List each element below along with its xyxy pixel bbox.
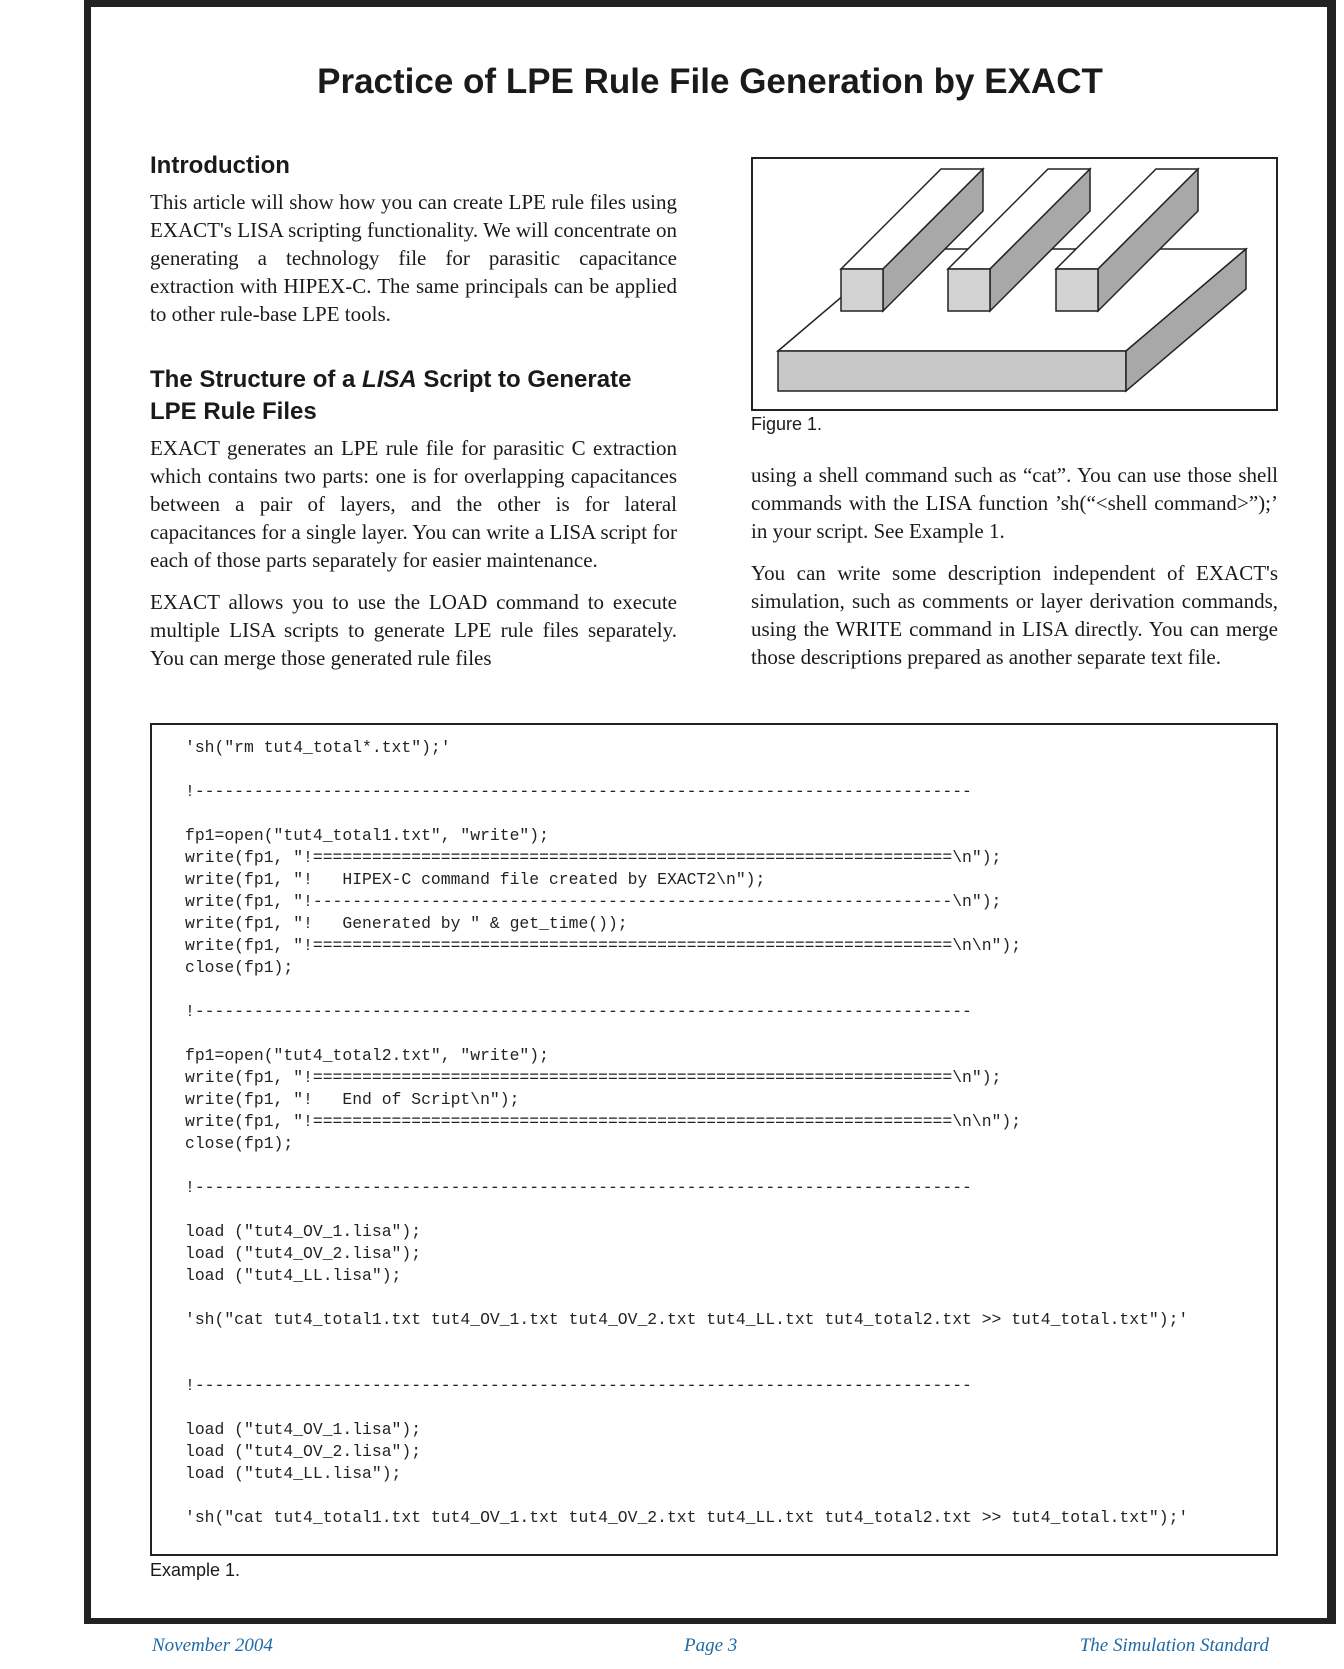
code-line [185,1331,1276,1353]
structure-paragraph-2: EXACT allows you to use the LOAD command to execute multiple LISA scripts to generate LPE rule files separately. You can merge those generated rule files [150,590,677,670]
code-line: write(fp1, "!=================================================================\n\n"); [185,1112,1022,1131]
footer-publication: The Simulation Standard [1079,1635,1269,1656]
introduction-heading: Introduction [150,152,290,179]
footer-date: November 2004 [152,1635,273,1656]
code-line [185,979,1276,1001]
structure-heading [150,364,677,428]
code-line: 'sh("rm tut4_total*.txt");' [185,738,451,757]
figure-1 [751,157,1278,411]
code-line [185,759,1276,781]
bar-1-front [841,269,883,311]
left-column [150,150,677,686]
code-line [185,1155,1276,1177]
code-line: write(fp1, "! End of Script\n"); [185,1090,520,1109]
code-line: load ("tut4_OV_1.lisa"); [185,1420,422,1439]
structure-paragraph-3: using a shell command such as “cat”. You can use those shell commands with the LISA function ’sh(“<shell command>”);’ in your script. See Example 1. [751,463,1278,543]
code-line: fp1=open("tut4_total1.txt", "write"); [185,826,549,845]
structure-heading-part2: Script to Generate LPE Rule Files [150,366,632,425]
structure-paragraph-1: EXACT generates an LPE rule file for parasitic C extraction which contains two parts: one is for overlapping capacitances between a pair of layers, and the other is for lateral capacitances for a single layer. You can write a LISA script for each of those parts separately for easier maintenance. [150,436,677,572]
code-line [185,1287,1276,1309]
structure-heading-italic: LISA [362,366,417,393]
code-line: 'sh("cat tut4_total1.txt tut4_OV_1.txt tut4_OV_2.txt tut4_LL.txt tut4_total2.txt >> tut4_total.txt");' [185,1310,1189,1329]
code-line: load ("tut4_OV_1.lisa"); [185,1222,422,1241]
code-line: write(fp1, "! Generated by " & get_time()); [185,914,628,933]
code-line [185,1023,1276,1045]
example-1-code-block [150,723,1278,1556]
code-line: load ("tut4_OV_2.lisa"); [185,1244,422,1263]
code-line: load ("tut4_OV_2.lisa"); [185,1442,422,1461]
code-line: close(fp1); [185,1134,294,1153]
code-line [185,803,1276,825]
code-line [185,1397,1276,1419]
structure-paragraph-4: You can write some description independent of EXACT's simulation, such as comments or layer derivation commands, using the WRITE command in LISA directly. You can merge those descriptions prepared as another separate text file. [751,561,1278,669]
code-line: load ("tut4_LL.lisa"); [185,1464,402,1483]
code-line: 'sh("cat tut4_total1.txt tut4_OV_1.txt tut4_OV_2.txt tut4_LL.txt tut4_total2.txt >> tut4_total.txt");' [185,1508,1189,1527]
code-line: !------------------------------------------------------------------------------- [185,1178,972,1197]
page-title: Practice of LPE Rule File Generation by EXACT [317,62,1103,101]
figure-1-illustration [753,159,1276,409]
code-line: write(fp1, "!=================================================================\n\n"); [185,936,1022,955]
code-line: close(fp1); [185,958,294,977]
bar-2-front [948,269,990,311]
code-line: write(fp1, "!=================================================================\n"); [185,848,1002,867]
substrate-front [778,351,1126,391]
figure-1-caption: Figure 1. [751,414,823,434]
code-line: !------------------------------------------------------------------------------- [185,1376,972,1395]
code-line: write(fp1, "!-----------------------------------------------------------------\n"); [185,892,1002,911]
code-line: !------------------------------------------------------------------------------- [185,1002,972,1021]
code-line: fp1=open("tut4_total2.txt", "write"); [185,1046,549,1065]
code-line [185,1485,1276,1507]
right-column [751,461,1278,685]
structure-heading-part1: The Structure of a [150,366,363,393]
code-line: !------------------------------------------------------------------------------- [185,782,972,801]
introduction-paragraph: This article will show how you can create LPE rule files using EXACT's LISA scripting functionality. We will concentrate on generating a technology file for parasitic capacitance extraction with HIPEX-C. The same principals can be applied to other rule-base LPE tools. [150,190,677,326]
footer-page-number: Page 3 [684,1635,738,1656]
code-line: write(fp1, "! HIPEX-C command file created by EXACT2\n"); [185,870,766,889]
code-line [185,1353,1276,1375]
code-line: load ("tut4_LL.lisa"); [185,1266,402,1285]
bar-3-front [1056,269,1098,311]
code-line [185,1199,1276,1221]
code-line: write(fp1, "!=================================================================\n"); [185,1068,1002,1087]
example-1-caption: Example 1. [150,1560,241,1580]
